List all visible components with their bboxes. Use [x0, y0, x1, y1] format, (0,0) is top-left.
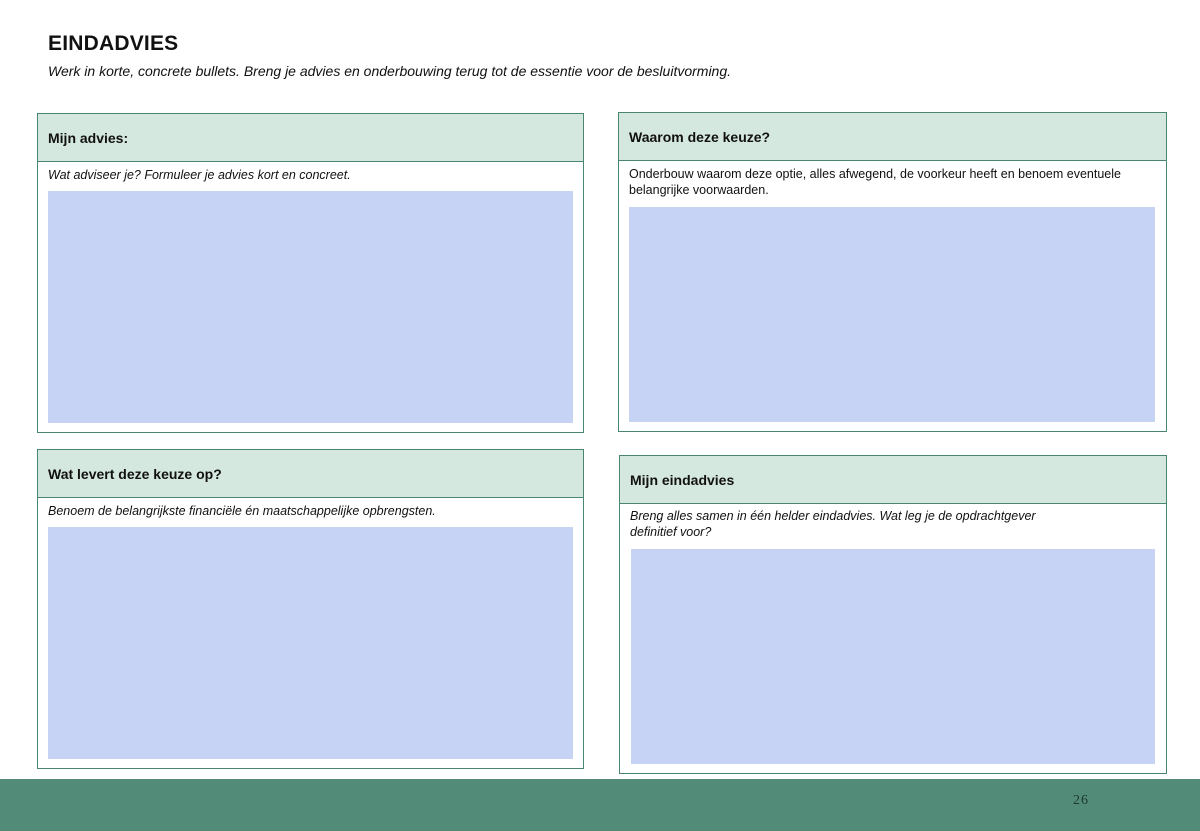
reasoning-input-field[interactable]: [629, 207, 1155, 422]
page-title: EINDADVIES: [48, 32, 179, 55]
card-waarom-deze-keuze: [618, 112, 1167, 432]
page-number: 26: [1073, 793, 1089, 808]
card-prompt: Onderbouw waarom deze optie, alles afwegend, de voorkeur heeft en benoem eventuele belangrijke voorwaarden.: [629, 167, 1121, 197]
card-prompt: Wat adviseer je? Formuleer je advies kort en concreet.: [48, 168, 351, 182]
card-prompt: Breng alles samen in één helder eindadvies. Wat leg je de opdrachtgever definitief voor?: [630, 509, 1036, 539]
card-header: Waarom deze keuze?: [619, 113, 1166, 161]
final-advice-input-field[interactable]: [631, 549, 1155, 764]
card-header: Mijn advies:: [38, 114, 583, 162]
card-mijn-advies: [37, 113, 584, 433]
card-header: Wat levert deze keuze op?: [38, 450, 583, 498]
card-prompt: Benoem de belangrijkste financiële én maatschappelijke opbrengsten.: [48, 504, 436, 518]
benefits-input-field[interactable]: [48, 527, 573, 759]
advice-input-field[interactable]: [48, 191, 573, 423]
page-subtitle: Werk in korte, concrete bullets. Breng je advies en onderbouwing terug tot de essentie voor de besluitvorming.: [48, 63, 732, 79]
footer-bar: [0, 779, 1200, 831]
card-header: Mijn eindadvies: [620, 456, 1166, 504]
card-mijn-eindadvies: [619, 455, 1167, 774]
card-wat-levert-deze-keuze-op: [37, 449, 584, 769]
